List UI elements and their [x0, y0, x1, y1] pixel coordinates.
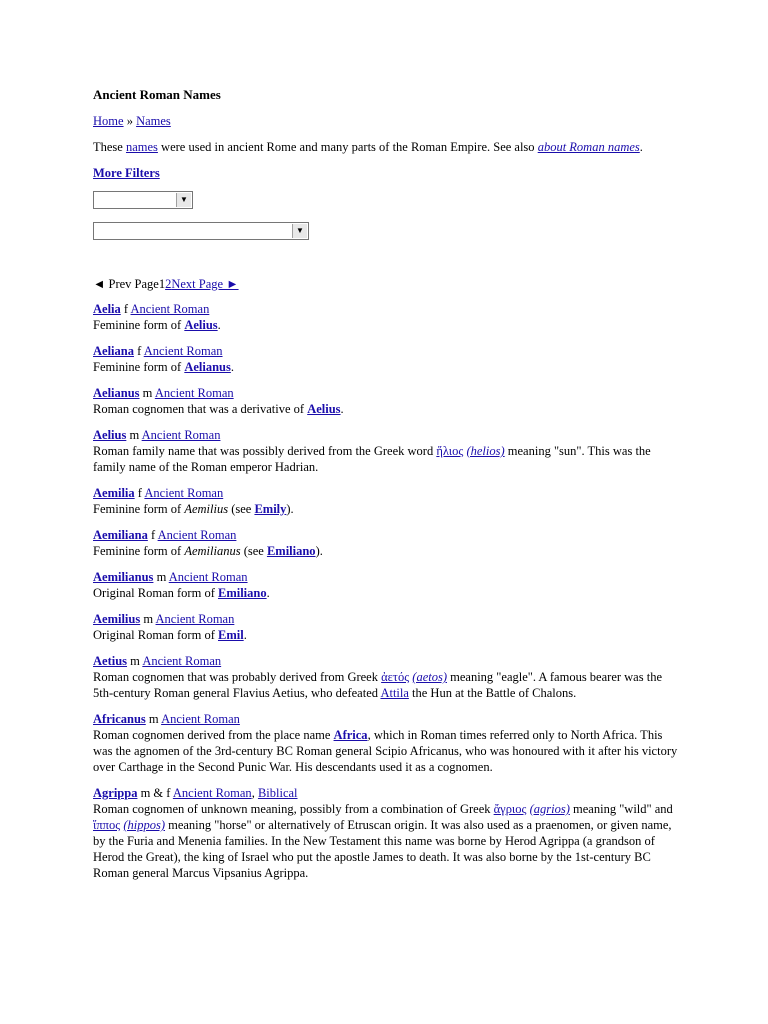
gender-label: m: [142, 386, 153, 400]
filter-select-1[interactable]: [93, 191, 193, 209]
entry-text: Roman cognomen that was a derivative of: [93, 402, 308, 416]
entry-text: meaning "sun". This was the family name of the Roman emperor Hadrian.: [93, 444, 651, 474]
entry-text: .: [230, 360, 234, 374]
entry-text: (see: [228, 502, 255, 516]
entry-text: Feminine form of: [93, 544, 185, 558]
greek-word-link[interactable]: ἵππος: [93, 818, 121, 832]
entry-text: meaning "horse" or alternatively of Etruscan origin. It was also used as a praenomen, or given name, by the Furia and Menenia families. In the New Testament this name was borne by Herod Agrippa (a grandson of Herod the Great), the king of Israel who put the apostle James to death. It was also borne by the 1st-century BC Roman general Marcus Vipsanius Agrippa.: [93, 818, 672, 880]
entry-text: Original Roman form of: [93, 628, 218, 642]
usage-link[interactable]: Ancient Roman: [161, 712, 240, 726]
gender-label: m: [143, 612, 154, 626]
gender-label: f: [150, 528, 156, 542]
related-name-link[interactable]: Aelius: [184, 318, 218, 332]
transliteration-link[interactable]: (helios): [466, 444, 505, 458]
usage-link[interactable]: Ancient Roman: [130, 302, 210, 316]
entry-text: , which in Roman times referred only to North Africa. This was the agnomen of the 3rd-century BC Roman general Scipio Africanus, who was honoured with it after his victory over Carthage in the Second Punic War. His descendants used it as a cognomen.: [93, 728, 678, 774]
names-link[interactable]: names: [125, 140, 158, 154]
breadcrumb-separator: »: [126, 114, 133, 128]
entry-text: ).: [286, 502, 294, 516]
page-1-current: 1: [158, 277, 166, 291]
list-item: [93, 427, 678, 475]
list-item: [93, 569, 678, 601]
filter-select-2[interactable]: [93, 222, 309, 240]
gender-label: m & f: [140, 786, 171, 800]
usage-link[interactable]: Ancient Roman: [143, 344, 223, 358]
name-link[interactable]: Aemiliana: [93, 528, 148, 542]
gender-label: m: [156, 570, 167, 584]
intro-end: .: [639, 140, 643, 154]
usage-link[interactable]: Ancient Roman: [172, 786, 252, 800]
transliteration-link[interactable]: (aetos): [412, 670, 447, 684]
greek-word-link[interactable]: ἥλιος: [436, 444, 464, 458]
usage-link[interactable]: Ancient Roman: [141, 428, 221, 442]
related-name-link[interactable]: Aelianus: [184, 360, 231, 374]
transliteration-link[interactable]: (agrios): [529, 802, 570, 816]
name-link[interactable]: Aelianus: [93, 386, 140, 400]
entry-text: Roman cognomen that was probably derived from Greek: [93, 670, 382, 684]
list-item: [93, 527, 678, 559]
name-link[interactable]: Agrippa: [93, 786, 138, 800]
entry-text: .: [243, 628, 247, 642]
list-item: [93, 485, 678, 517]
entry-text: .: [340, 402, 344, 416]
greek-word-link[interactable]: ἀετός: [381, 670, 410, 684]
usage-separator: ,: [251, 786, 258, 800]
entry-text: .: [266, 586, 270, 600]
list-item: [93, 785, 678, 881]
related-name-link[interactable]: Attila: [380, 686, 409, 700]
italic-name: Aemilianus: [184, 544, 241, 558]
italic-name: Aemilius: [184, 502, 229, 516]
page-content: [93, 87, 678, 891]
entry-text: meaning "wild" and: [569, 802, 673, 816]
entry-text: Original Roman form of: [93, 586, 218, 600]
usage-link[interactable]: Ancient Roman: [154, 386, 234, 400]
name-link[interactable]: Aetius: [93, 654, 128, 668]
chevron-down-icon: ▼: [176, 193, 191, 207]
page-title: Ancient Roman Names: [93, 87, 221, 102]
list-item: [93, 343, 678, 375]
intro-pre: These: [93, 140, 126, 154]
gender-label: m: [148, 712, 159, 726]
intro-mid: were used in ancient Rome and many parts of the Roman Empire. See also: [157, 140, 538, 154]
page-2-link[interactable]: 2: [165, 277, 172, 291]
pagination: [93, 276, 678, 292]
usage-link[interactable]: Ancient Roman: [142, 654, 222, 668]
related-name-link[interactable]: Emiliano: [217, 586, 267, 600]
entry-text: Feminine form of: [93, 360, 185, 374]
list-item: [93, 711, 678, 775]
usage-link[interactable]: Biblical: [257, 786, 298, 800]
transliteration-link[interactable]: (hippos): [123, 818, 165, 832]
entry-text: meaning "eagle". A famous bearer was the 5th-century Roman general Flavius Aetius, who defeated: [93, 670, 662, 700]
usage-link[interactable]: Ancient Roman: [168, 570, 248, 584]
gender-label: m: [130, 654, 140, 668]
greek-word-link[interactable]: ἄγριος: [493, 802, 527, 816]
prev-page-label: ◄ Prev Page: [93, 277, 159, 291]
entry-text: Roman cognomen of unknown meaning, possibly from a combination of Greek: [93, 802, 494, 816]
entry-text: Feminine form of: [93, 318, 185, 332]
name-link[interactable]: Aelius: [93, 428, 127, 442]
list-item: [93, 301, 678, 333]
breadcrumb-home-link[interactable]: Home: [93, 114, 124, 128]
breadcrumb: [93, 113, 678, 129]
entry-text: (see: [240, 544, 267, 558]
name-link[interactable]: Aemilia: [93, 486, 135, 500]
related-name-link[interactable]: Emily: [254, 502, 287, 516]
entry-text: the Hun at the Battle of Chalons.: [408, 686, 577, 700]
usage-link[interactable]: Ancient Roman: [144, 486, 224, 500]
breadcrumb-names-link[interactable]: Names: [136, 114, 171, 128]
name-link[interactable]: Aemilianus: [93, 570, 154, 584]
gender-label: f: [137, 486, 142, 500]
list-item: [93, 653, 678, 701]
related-name-link[interactable]: Emiliano: [266, 544, 316, 558]
entry-text: ).: [315, 544, 323, 558]
gender-label: f: [123, 302, 129, 316]
chevron-down-icon: ▼: [292, 224, 307, 238]
list-item: [93, 611, 678, 643]
gender-label: f: [137, 344, 142, 358]
name-link[interactable]: Aemilius: [93, 612, 141, 626]
entry-text: Roman family name that was possibly derived from the Greek word: [93, 444, 437, 458]
entry-text: Feminine form of: [93, 502, 185, 516]
next-page-link[interactable]: Next Page ►: [171, 277, 239, 291]
related-name-link[interactable]: Aelius: [307, 402, 341, 416]
intro-text: [93, 139, 678, 155]
entry-text: .: [217, 318, 221, 332]
about-roman-names-link[interactable]: about Roman names: [537, 140, 640, 154]
related-name-link[interactable]: Africa: [333, 728, 368, 742]
gender-label: m: [129, 428, 140, 442]
more-filters-link[interactable]: More Filters: [93, 166, 160, 180]
name-link[interactable]: Aelia: [93, 302, 121, 316]
list-item: [93, 385, 678, 417]
related-name-link[interactable]: Emil: [217, 628, 244, 642]
name-link[interactable]: Africanus: [93, 712, 146, 726]
usage-link[interactable]: Ancient Roman: [157, 528, 237, 542]
usage-link[interactable]: Ancient Roman: [155, 612, 235, 626]
name-link[interactable]: Aeliana: [93, 344, 134, 358]
entry-text: Roman cognomen derived from the place name: [93, 728, 334, 742]
